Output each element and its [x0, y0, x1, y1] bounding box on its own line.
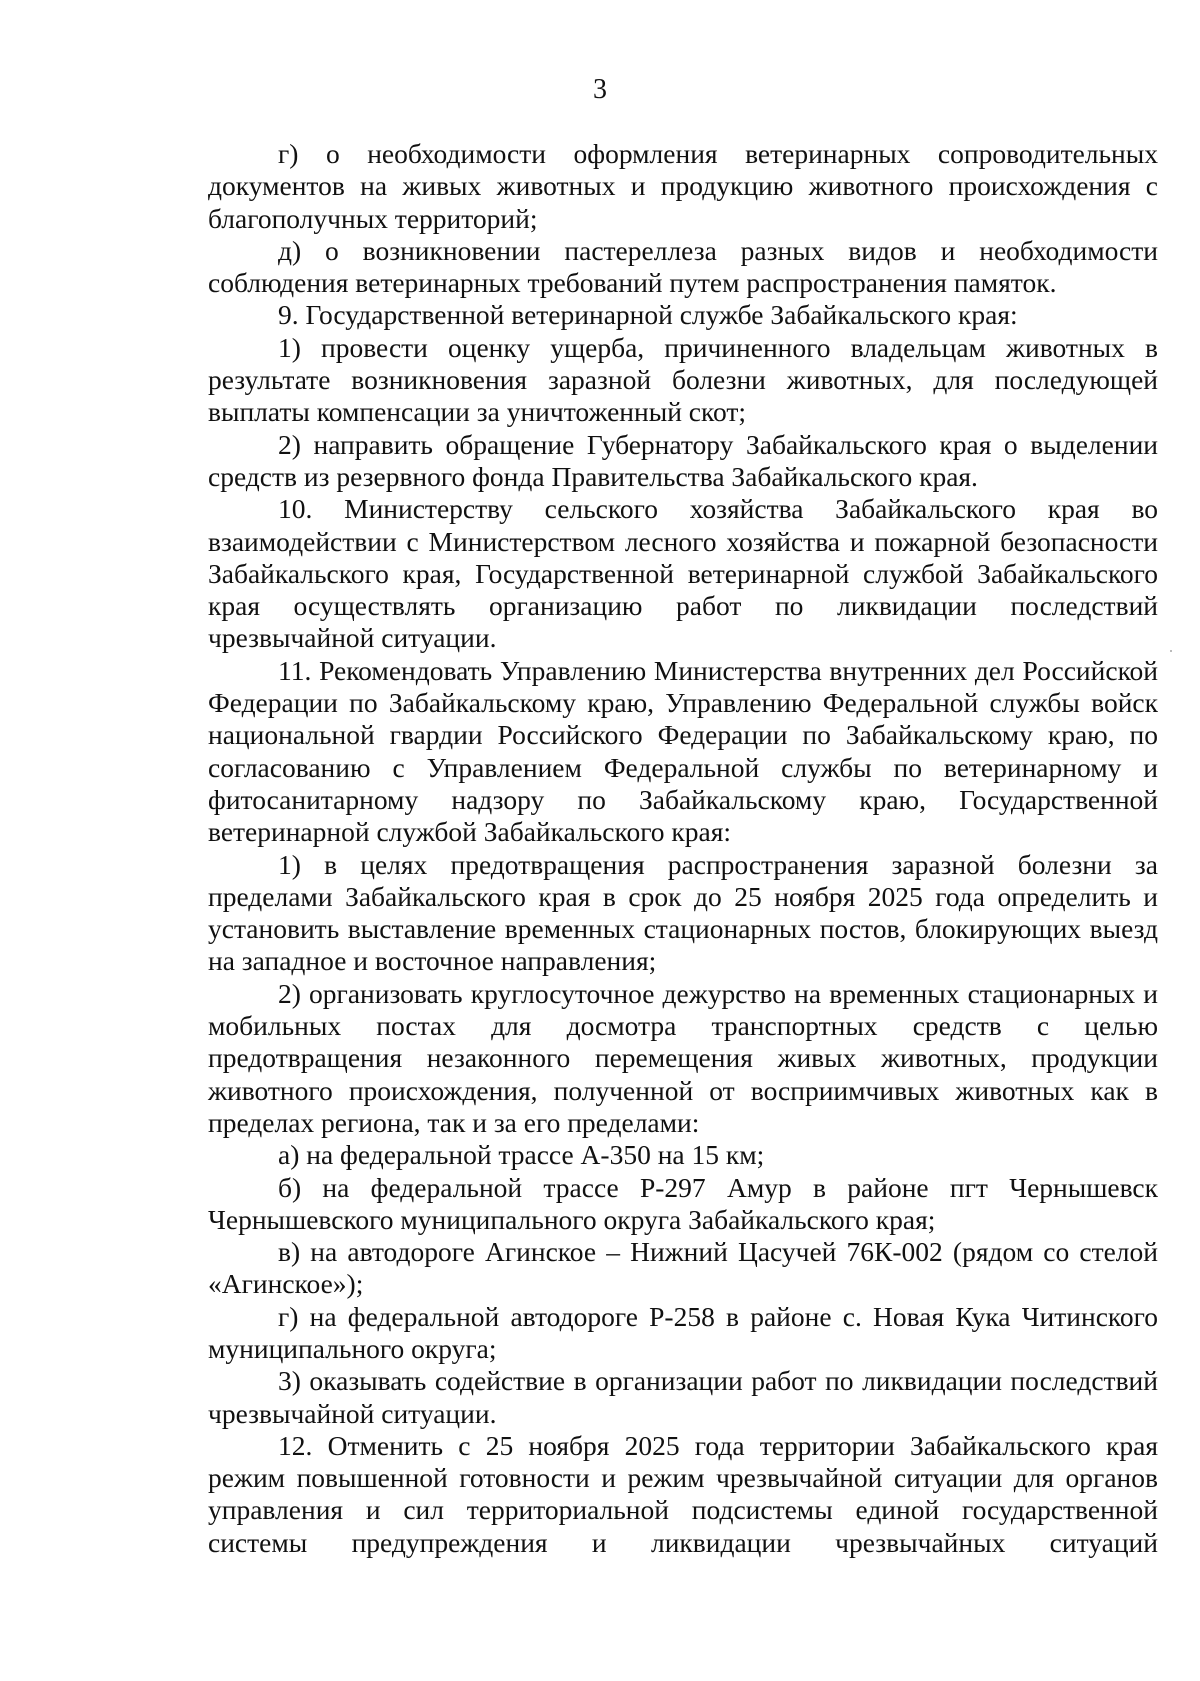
page-number: 3	[593, 74, 607, 105]
scan-artifact	[1170, 650, 1172, 652]
paragraph-9-1: 1) провести оценку ущерба, причиненного владельцам животных в результате возникновения заразной болезни животных, для последующей выплаты компенсации за уничтоженный скот;	[208, 331, 1158, 428]
paragraph-11-3: 3) оказывать содействие в организации работ по ликвидации последствий чрезвычайной ситуации.	[208, 1365, 1158, 1429]
paragraph-9: 9. Государственной ветеринарной службе Забайкальского края:	[278, 299, 1018, 331]
paragraph-9-2: 2) направить обращение Губернатору Забайкальского края о выделении средств из резервного фонда Правительства Забайкальского края.	[208, 428, 1158, 492]
document-body	[208, 138, 1158, 1559]
paragraph-11-2g: г) на федеральной автодороге Р-258 в районе с. Новая Кука Читинского муниципального округа;	[208, 1300, 1158, 1364]
paragraph-11-1: 1) в целях предотвращения распространения заразной болезни за пределами Забайкальского края в срок до 25 ноября 2025 года определить и установить выставление временных стационарных постов, блокирующих выезд на западное и восточное направления;	[208, 848, 1158, 977]
paragraph-10: 10. Министерству сельского хозяйства Забайкальского края во взаимодействии с Министерством лесного хозяйства и пожарной безопасности Забайкальского края, Государственной ветеринарной службой Забайкальского края осуществлять организацию работ по ликвидации последствий чрезвычайной ситуации.	[208, 493, 1158, 654]
paragraph-11-2a: а) на федеральной трассе А-350 на 15 км;	[278, 1139, 765, 1171]
paragraph-11-2v: в) на автодороге Агинское – Нижний Цасучей 76К-002 (рядом со стелой «Агинское»);	[208, 1236, 1158, 1300]
paragraph-8d: д) о возникновении пастереллеза разных видов и необходимости соблюдения ветеринарных требований путем распространения памяток.	[208, 234, 1158, 299]
paragraph-11-2b: б) на федеральной трассе Р-297 Амур в районе пгт Чернышевск Чернышевского муниципального округа Забайкальского края;	[208, 1171, 1158, 1235]
paragraph-11-2: 2) организовать круглосуточное дежурство на временных стационарных и мобильных постах для досмотра транспортных средств с целью предотвращения незаконного перемещения живых животных, продукции животного происхождения, полученной от восприимчивых животных как в пределах региона, так и за его пределами:	[208, 977, 1158, 1138]
paragraph-8g: г) о необходимости оформления ветеринарных сопроводительных документов на живых животных и продукцию животного происхождения с благополучных территорий;	[208, 138, 1158, 234]
paragraph-12: 12. Отменить с 25 ноября 2025 года территории Забайкальского края режим повышенной готовности и режим чрезвычайной ситуации для органов управления и сил территориальной подсистемы единой государственной системы предупреждения и ликвидации чрезвычайных ситуаций	[208, 1429, 1158, 1558]
paragraph-11: 11. Рекомендовать Управлению Министерства внутренних дел Российской Федерации по Забайкальскому краю, Управлению Федеральной службы войск национальной гвардии Российского Федерации по Забайкальскому краю, по согласованию с Управлением Федеральной службы по ветеринарному и фитосанитарному надзору по Забайкальскому краю, Государственной ветеринарной службой Забайкальского края:	[208, 654, 1158, 848]
